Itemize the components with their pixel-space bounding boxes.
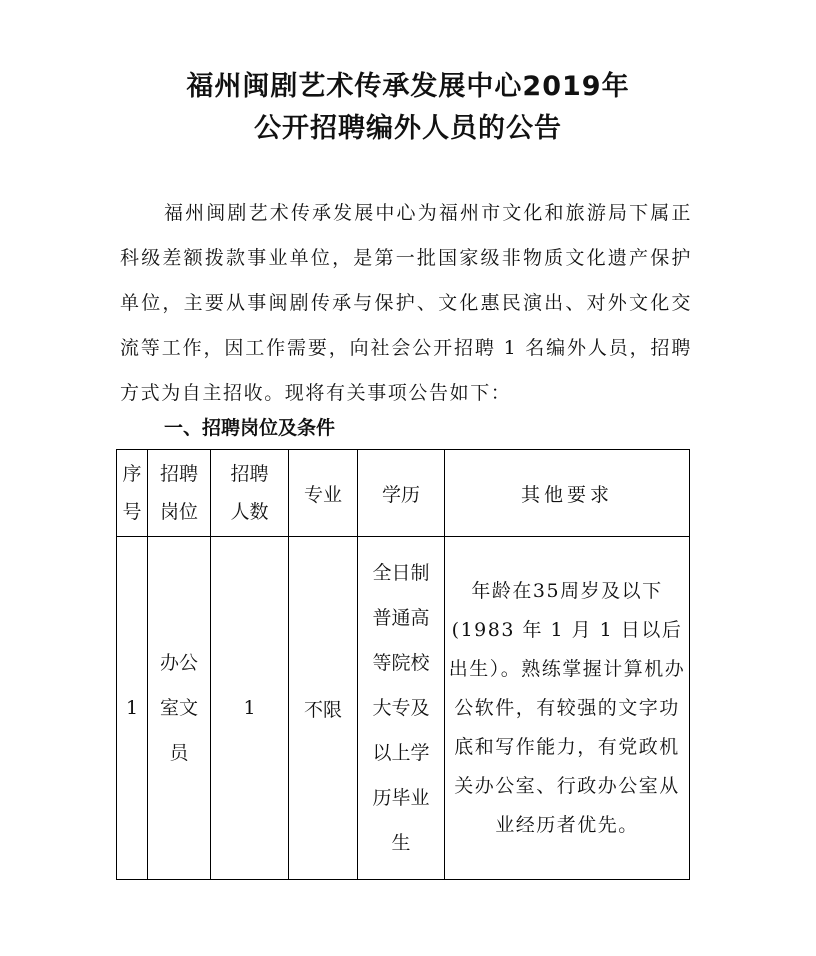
intro-paragraph: 福州闽剧艺术传承发展中心为福州市文化和旅游局下属正科级差额拨款事业单位，是第一批国家级非物质文化遗产保护单位，主要从事闽剧传承与保护、文化惠民演出、对外文化交流等工作，因工作需要，向社会公开招聘 1 名编外人员，招聘方式为自主招收。现将有关事项公告如下： (120, 202, 692, 404)
table-row (117, 537, 690, 880)
section-heading-positions: 一、招聘岗位及条件 (164, 417, 336, 439)
header-position (148, 450, 211, 537)
header-major-label: 专业 (303, 483, 342, 506)
cell-seq: 1 (117, 537, 148, 880)
header-education (358, 450, 445, 537)
header-seq (117, 450, 148, 537)
cell-education (358, 537, 445, 880)
recruitment-table (116, 449, 690, 880)
header-other (445, 450, 690, 537)
header-education-label: 学历 (381, 483, 420, 506)
table-header-row (117, 450, 690, 537)
header-count (211, 450, 289, 537)
cell-other-requirements: 年龄在35周岁及以下(1983 年 1 月 1 日以后出生）。熟练掌握计算机办公软件，有较强的文字功底和写作能力，有党政机关办公室、行政办公室从业经历者优先。 (445, 537, 690, 880)
header-count-label: 招聘人数 (230, 463, 269, 523)
header-other-label: 其他要求 (520, 483, 613, 506)
cell-education-text: 全日制普通高等院校大专及以上学历毕业生 (372, 561, 430, 854)
cell-position (148, 537, 211, 880)
document-title-line-1: 福州闽剧艺术传承发展中心2019年 (186, 71, 630, 102)
header-position-label: 招聘岗位 (159, 463, 198, 523)
header-seq-label: 序号 (122, 463, 142, 523)
cell-count: 1 (211, 537, 289, 880)
cell-position-text: 办公室文员 (159, 651, 198, 764)
cell-major: 不限 (289, 537, 358, 880)
document-title-line-2: 公开招聘编外人员的公告 (254, 113, 562, 144)
header-major (289, 450, 358, 537)
